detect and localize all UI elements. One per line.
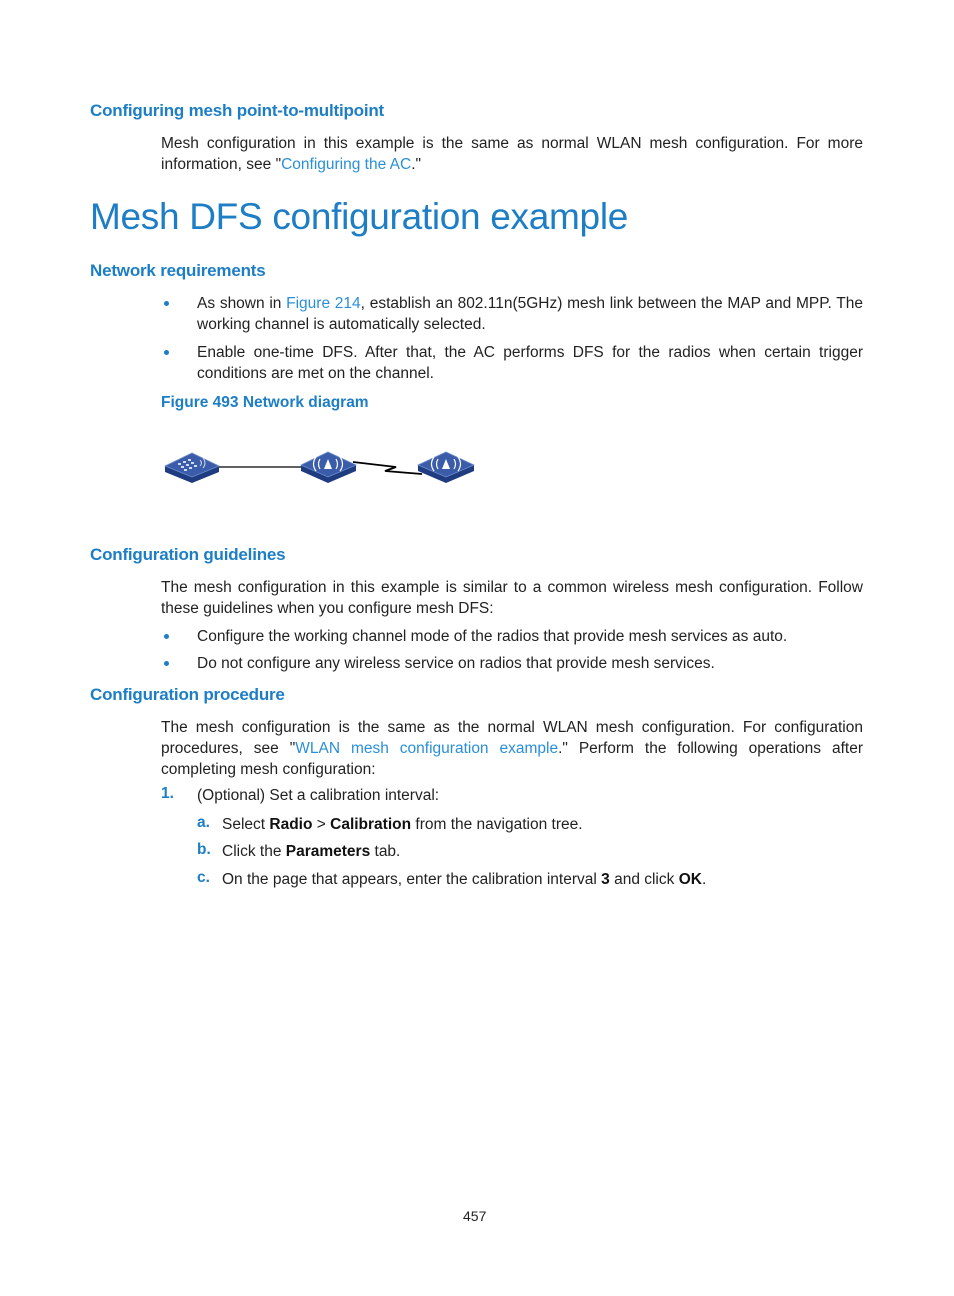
text: and click bbox=[609, 871, 679, 888]
bullet-dot bbox=[164, 301, 169, 306]
link-figure-214[interactable]: Figure 214 bbox=[286, 295, 361, 312]
step-1-number: 1. bbox=[161, 785, 174, 802]
bullet-network-req-2: Enable one-time DFS. After that, the AC performs DFS for the radios when certain trigger conditions are met on the channel. bbox=[197, 344, 863, 382]
text: tab. bbox=[370, 843, 401, 860]
text: ." bbox=[411, 156, 422, 173]
step-1-text: (Optional) Set a calibration interval: bbox=[197, 787, 440, 804]
substep-a-text bbox=[222, 814, 583, 835]
bullet-dot bbox=[164, 634, 169, 639]
text: > bbox=[312, 816, 331, 833]
map-access-point-icon bbox=[418, 452, 474, 483]
link-configuring-the-ac[interactable]: Configuring the AC bbox=[281, 156, 412, 173]
figure-caption: Figure 493 Network diagram bbox=[161, 394, 369, 411]
text: , establish an 802.11n(5GHz) mesh link between the MAP and MPP. The working channel is automatically selected. bbox=[197, 295, 863, 333]
substep-c-label: c. bbox=[197, 869, 210, 886]
section-title-mesh-p2mp: Configuring mesh point-to-multipoint bbox=[90, 101, 385, 120]
bullet-guideline-2: Do not configure any wireless service on radios that provide mesh services. bbox=[197, 655, 715, 672]
bullet-network-req-1 bbox=[197, 293, 863, 335]
bullet-dot bbox=[164, 661, 169, 666]
substep-b-label: b. bbox=[197, 841, 211, 858]
ui-term-calibration: Calibration bbox=[330, 816, 412, 833]
substep-b-text bbox=[222, 841, 400, 862]
substep-a-label: a. bbox=[197, 814, 210, 831]
bullet-guideline-1: Configure the working channel mode of the radios that provide mesh services as auto. bbox=[197, 628, 788, 645]
value-3: 3 bbox=[601, 871, 610, 888]
wireless-link-bolt bbox=[353, 462, 422, 474]
ui-term-radio: Radio bbox=[269, 816, 313, 833]
text: The mesh configuration is the same as the normal WLAN mesh configuration. For configuration procedures, see " bbox=[161, 719, 863, 757]
network-diagram bbox=[160, 442, 480, 494]
section-title-network-requirements: Network requirements bbox=[90, 261, 266, 280]
substep-c-text bbox=[222, 869, 706, 890]
text: ." Perform the following operations after completing mesh configuration: bbox=[161, 740, 863, 778]
page-number: 457 bbox=[463, 1208, 487, 1224]
text: . bbox=[701, 871, 707, 888]
bullet-dot bbox=[164, 350, 169, 355]
section-title-configuration-guidelines: Configuration guidelines bbox=[90, 545, 286, 564]
text: As shown in bbox=[197, 295, 287, 312]
access-controller-icon bbox=[165, 453, 219, 483]
ui-term-parameters: Parameters bbox=[285, 843, 371, 860]
mpp-access-point-icon bbox=[301, 452, 356, 483]
text: Select bbox=[222, 816, 270, 833]
text: On the page that appears, enter the calibration interval bbox=[222, 871, 602, 888]
paragraph-mesh-p2mp bbox=[161, 133, 863, 175]
paragraph-guidelines: The mesh configuration in this example is similar to a common wireless mesh configuration. Follow these guidelines when you configure mesh DFS: bbox=[161, 579, 863, 617]
text: from the navigation tree. bbox=[411, 816, 583, 833]
paragraph-procedure bbox=[161, 717, 863, 780]
text: Mesh configuration in this example is the same as normal WLAN mesh configuration. For more information, see " bbox=[161, 135, 863, 173]
section-title-configuration-procedure: Configuration procedure bbox=[90, 685, 285, 704]
text: Click the bbox=[222, 843, 286, 860]
page-title: Mesh DFS configuration example bbox=[90, 196, 629, 237]
ui-term-ok: OK bbox=[678, 871, 702, 888]
link-wlan-mesh-configuration-example[interactable]: WLAN mesh configuration example bbox=[295, 740, 559, 757]
